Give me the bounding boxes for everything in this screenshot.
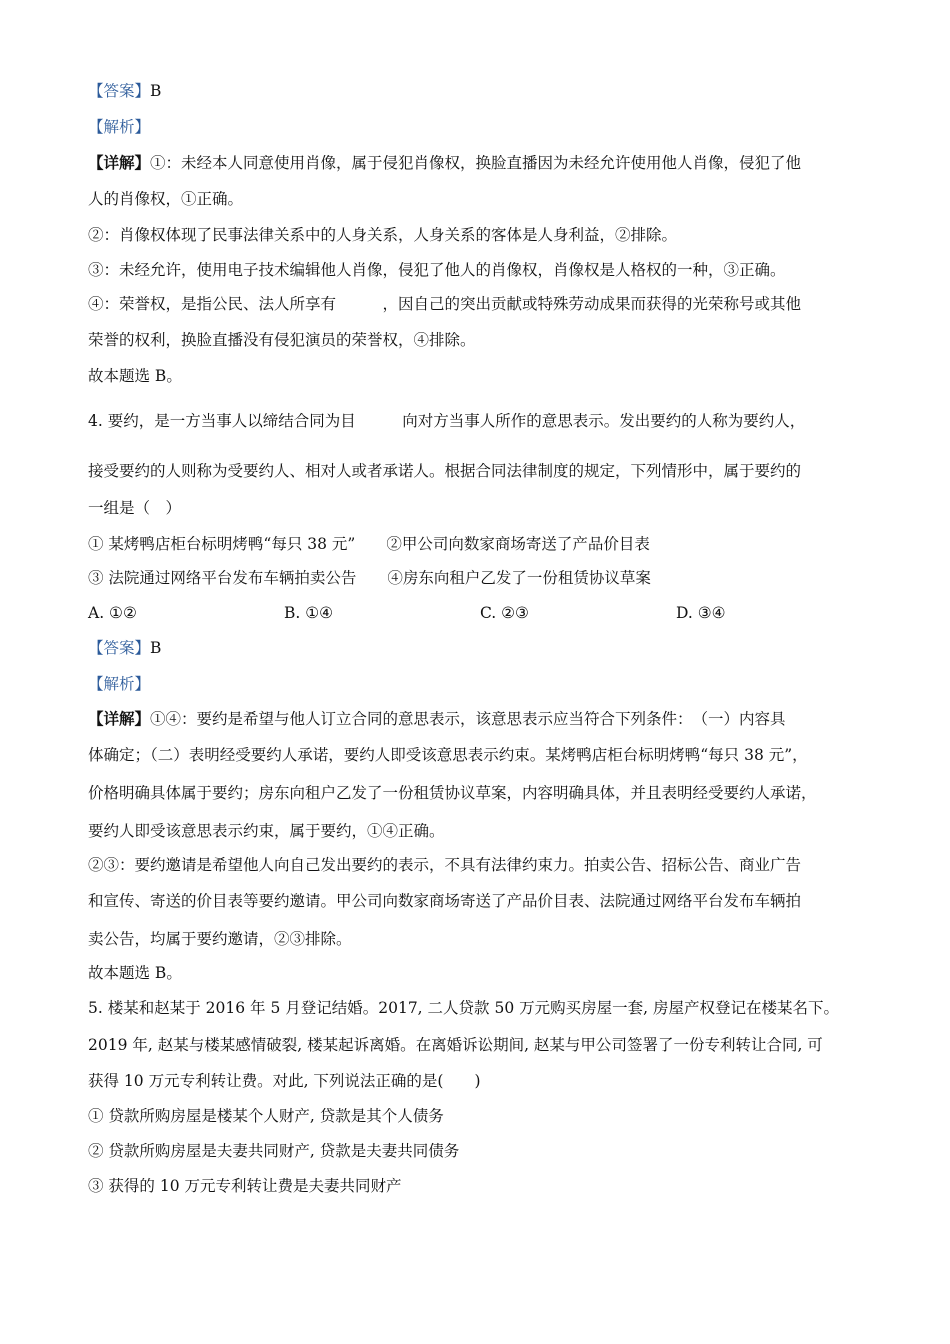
q5-item-line-1: ② 贷款所购房屋是夫妻共同财产, 贷款是夫妻共同债务 bbox=[88, 1142, 460, 1160]
q4-stem-line-1: 接受要约的人则称为受要约人、相对人或者承诺人。根据合同法律制度的规定，下列情形中，属于要约的 bbox=[88, 462, 802, 480]
q4-detail-line-2: 价格明确具体属于要约；房东向租户乙发了一份租赁协议草案，内容明确具体，并且表明经受要约人承诺， bbox=[88, 784, 817, 802]
q5-stem-line-1: 2019 年, 赵某与楼某感情破裂, 楼某起诉离婚。在离婚诉讼期间, 赵某与甲公司签署了一份专利转让合同, 可 bbox=[88, 1036, 823, 1054]
q3-analysis-tag bbox=[88, 116, 150, 138]
q3-detail-line-6: 故本题选 B。 bbox=[88, 367, 182, 385]
answer-value: B bbox=[150, 639, 162, 657]
answer-tag: 【答案】 bbox=[88, 82, 151, 100]
option-b: B. ①④ bbox=[284, 604, 334, 622]
q4-stem-line-0: 4. 要约，是一方当事人以缔结合同为目 向对方当事人所作的意思表示。发出要约的人称为要约人， bbox=[88, 412, 806, 430]
analysis-tag: 【解析】 bbox=[88, 675, 151, 693]
detail-tag: 【详解】 bbox=[88, 153, 151, 172]
detail-text: ①④：要约是希望与他人订立合同的意思表示，该意思表示应当符合下列条件： （一）内容具 bbox=[150, 710, 786, 728]
answer-value: B bbox=[150, 82, 162, 100]
option-a: A. ①② bbox=[88, 604, 137, 622]
q4-answer bbox=[88, 637, 161, 659]
answer-tag: 【答案】 bbox=[88, 639, 151, 657]
q5-item-line-2: ③ 获得的 10 万元专利转让费是夫妻共同财产 bbox=[88, 1177, 402, 1195]
q4-detail-line-3: 要约人即受该意思表示约束，属于要约，①④正确。 bbox=[88, 822, 445, 840]
q4-detail-line-7: 故本题选 B。 bbox=[88, 964, 182, 982]
q4-detail-line-6: 卖公告，均属于要约邀请，②③排除。 bbox=[88, 930, 352, 948]
q4-detail-line-4: ②③：要约邀请是希望他人向自己发出要约的表示，不具有法律约束力。拍卖公告、招标公告、商业广告 bbox=[88, 856, 802, 874]
q5-item-line-0: ① 贷款所购房屋是楼某个人财产, 贷款是其个人债务 bbox=[88, 1107, 444, 1125]
q3-detail-line-1: 人的肖像权，①正确。 bbox=[88, 190, 244, 208]
q3-detail-line-0 bbox=[88, 152, 801, 174]
q4-analysis-tag bbox=[88, 673, 150, 695]
q3-detail-line-4: ④：荣誉权，是指公民、法人所享有 ，因自己的突出贡献或特殊劳动成果而获得的光荣称号或其他 bbox=[88, 295, 802, 313]
q5-stem-line-0: 5. 楼某和赵某于 2016 年 5 月登记结婚。2017, 二人贷款 50 万元购买房屋一套, 房屋产权登记在楼某名下。 bbox=[88, 999, 839, 1017]
q4-options bbox=[88, 602, 872, 624]
q4-stem-line-2: 一组是（ ） bbox=[88, 499, 182, 517]
q5-stem-line-2: 获得 10 万元专利转让费。对此, 下列说法正确的是( ) bbox=[88, 1072, 481, 1090]
q4-item-line-0: ① 某烤鸭店柜台标明烤鸭“每只 38 元” ②甲公司向数家商场寄送了产品价目表 bbox=[88, 535, 650, 553]
q4-item-line-1: ③ 法院通过网络平台发布车辆拍卖公告 ④房东向租户乙发了一份租赁协议草案 bbox=[88, 569, 651, 587]
q3-detail-line-3: ③：未经允许，使用电子技术编辑他人肖像，侵犯了他人的肖像权，肖像权是人格权的一种，③正确。 bbox=[88, 261, 786, 279]
analysis-tag: 【解析】 bbox=[88, 118, 151, 136]
option-c: C. ②③ bbox=[480, 604, 529, 622]
option-d: D. ③④ bbox=[676, 604, 726, 622]
q3-detail-line-5: 荣誉的权利，换脸直播没有侵犯演员的荣誉权，④排除。 bbox=[88, 331, 476, 349]
detail-text: ①：未经本人同意使用肖像，属于侵犯肖像权，换脸直播因为未经允许使用他人肖像，侵犯了他 bbox=[150, 154, 802, 172]
q4-detail-line-1: 体确定；（二）表明经受要约人承诺，要约人即受该意思表示约束。某烤鸭店柜台标明烤鸭“每只 38 元”， bbox=[88, 746, 808, 764]
detail-tag: 【详解】 bbox=[88, 709, 151, 728]
q3-detail-line-2: ②：肖像权体现了民事法律关系中的人身关系，人身关系的客体是人身利益，②排除。 bbox=[88, 226, 678, 244]
q4-detail-line-5: 和宣传、寄送的价目表等要约邀请。甲公司向数家商场寄送了产品价目表、法院通过网络平台发布车辆拍 bbox=[88, 892, 802, 910]
q4-detail-line-0 bbox=[88, 708, 786, 730]
q3-answer bbox=[88, 80, 161, 102]
